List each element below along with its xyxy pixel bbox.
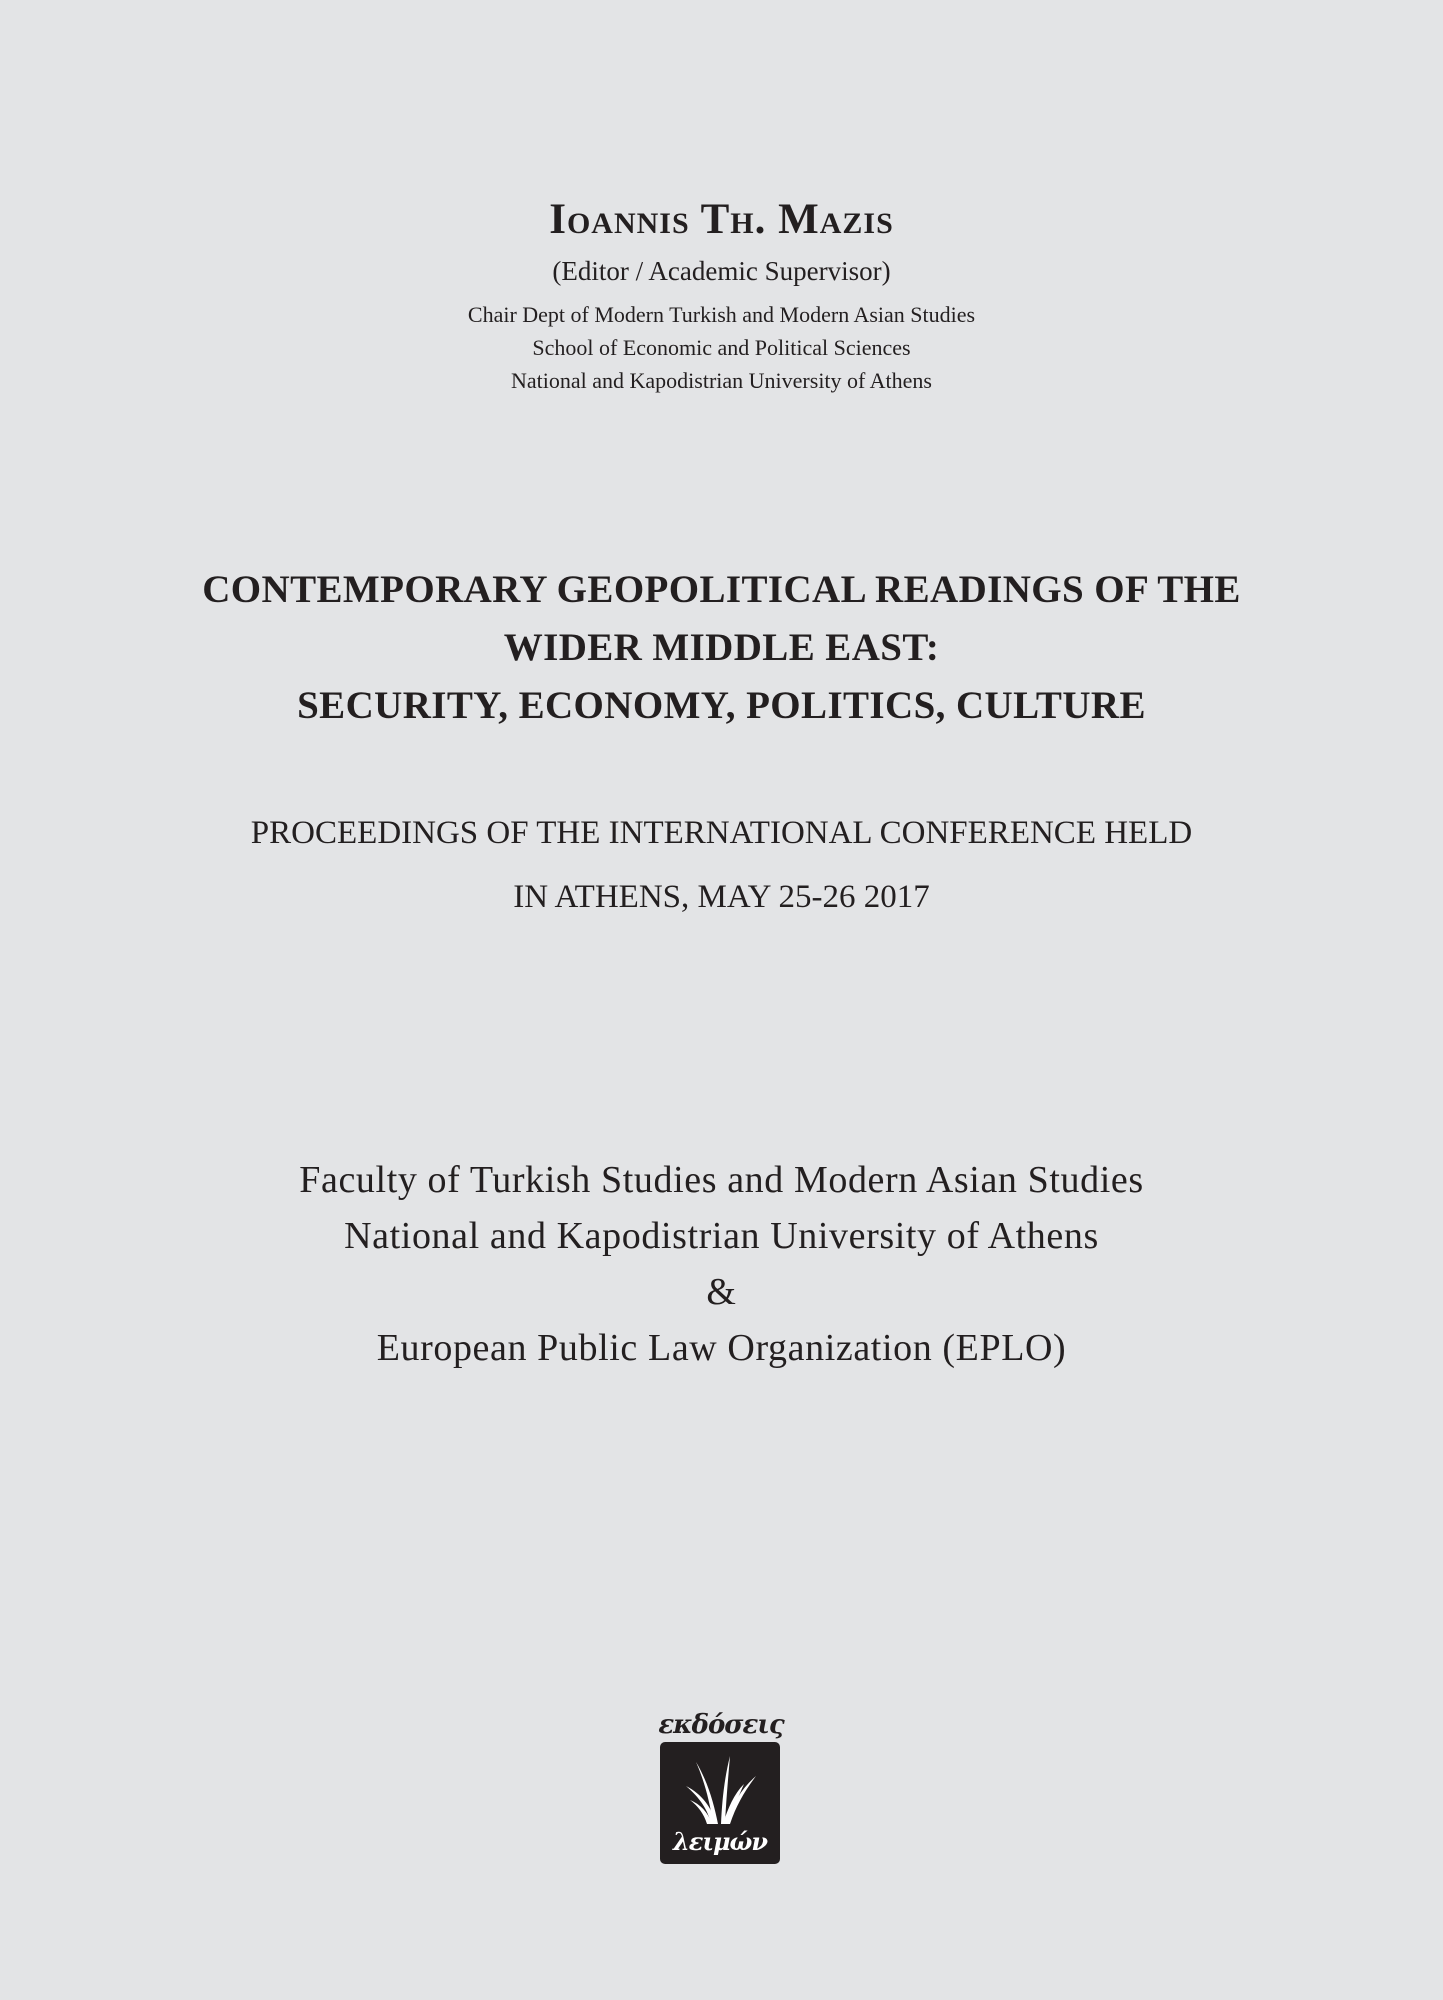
- organizer-line: National and Kapodistrian University of Athens: [344, 1215, 1099, 1257]
- publisher-logo: [658, 1710, 784, 1866]
- book-title-line: SECURITY, ECONOMY, POLITICS, CULTURE: [297, 684, 1146, 727]
- proceedings-line: IN ATHENS, MAY 25-26 2017: [513, 879, 930, 915]
- proceedings-line: PROCEEDINGS OF THE INTERNATIONAL CONFERENCE HELD: [250, 815, 1193, 851]
- organizer-line: Faculty of Turkish Studies and Modern Asian Studies: [299, 1159, 1144, 1201]
- book-title-line: CONTEMPORARY GEOPOLITICAL READINGS OF THE: [202, 568, 1241, 611]
- editor-affiliation-line: National and Kapodistrian University of Athens: [511, 368, 932, 393]
- publisher-logo-box: [660, 1742, 780, 1864]
- editor-affiliation-line: Chair Dept of Modern Turkish and Modern Asian Studies: [467, 302, 976, 327]
- editor-role: (Editor / Academic Supervisor): [552, 256, 891, 286]
- publisher-logo-bottom-text: λειμών: [672, 1827, 768, 1856]
- organizer-ampersand: &: [706, 1271, 737, 1313]
- publisher-logo-top-text: εκδόσεις: [658, 1710, 784, 1740]
- organizer-line: European Public Law Organization (EPLO): [376, 1327, 1067, 1369]
- editor-name: Ioannis Th. Mazis: [549, 196, 894, 243]
- editor-affiliation-line: School of Economic and Political Sciences: [532, 335, 911, 360]
- book-title-line: WIDER MIDDLE EAST:: [503, 626, 940, 669]
